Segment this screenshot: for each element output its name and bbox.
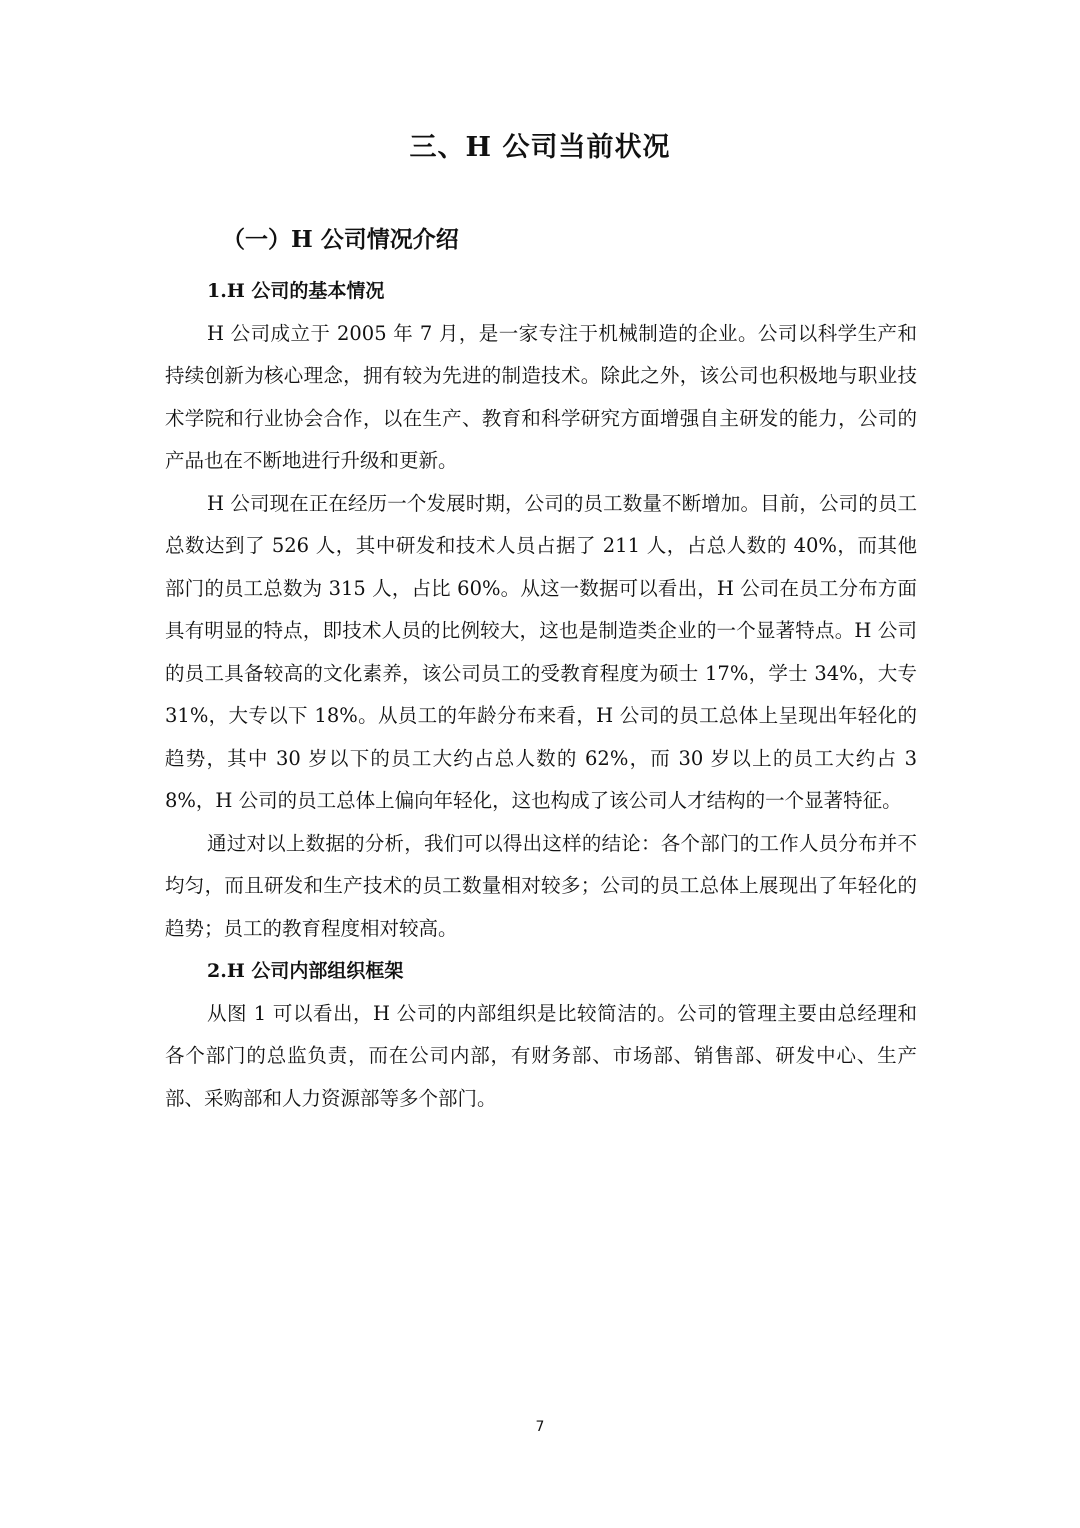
subsection-1-paragraph-1: H 公司成立于 2005 年 7 月，是一家专注于机械制造的企业。公司以科学生产和持续创新为核心理念，拥有较为先进的制造技术。除此之外，该公司也积极地与职业技术学院和行业协会合作，以在生产、教育和科学研究方面增强自主研发的能力，公司的产品也在不断地进行升级和更新。 <box>165 321 917 472</box>
subsection-1-heading: 1.H 公司的基本情况 <box>207 280 385 302</box>
subsection-1-paragraph-2: H 公司现在正在经历一个发展时期，公司的员工数量不断增加。目前，公司的员工总数达到了 526 人，其中研发和技术人员占据了 211 人，占总人数的 40%，而其他部门的员工总数为 315 人，占比 60%。从这一数据可以看出，H 公司在员工分布方面具有明显的特点，即技术人员的比例较大，这也是制造类企业的一个显著特点。H 公司的员工具备较高的文化素养，该公司员工的受教育程度为硕士 17%，学士 34%，大专 31%，大专以下 18%。从员工的年龄分布来看，H 公司的员工总体上呈现出年轻化的趋势，其中 30 岁以下的员工大约占总人数的 62%，而 30 岁以上的员工大约占 38%，H 公司的员工总体上偏向年轻化，这也构成了该公司人才结构的一个显著特征。 <box>165 491 917 812</box>
subsection-1-paragraph-3: 通过对以上数据的分析，我们可以得出这样的结论：各个部门的工作人员分布并不均匀，而且研发和生产技术的员工数量相对较多；公司的员工总体上展现出了年轻化的趋势；员工的教育程度相对较高。 <box>165 831 917 940</box>
subsection-2-paragraph-1: 从图 1 可以看出，H 公司的内部组织是比较简洁的。公司的管理主要由总经理和各个部门的总监负责，而在公司内部，有财务部、市场部、销售部、研发中心、生产部、采购部和人力资源部等多个部门。 <box>165 1001 917 1110</box>
subsection-2-heading: 2.H 公司内部组织框架 <box>207 960 404 982</box>
chapter-title: 三、H 公司当前状况 <box>409 132 671 163</box>
document-body <box>165 270 917 1120</box>
page-number: 7 <box>535 1419 545 1435</box>
section-title: （一）H 公司情况介绍 <box>222 226 459 253</box>
